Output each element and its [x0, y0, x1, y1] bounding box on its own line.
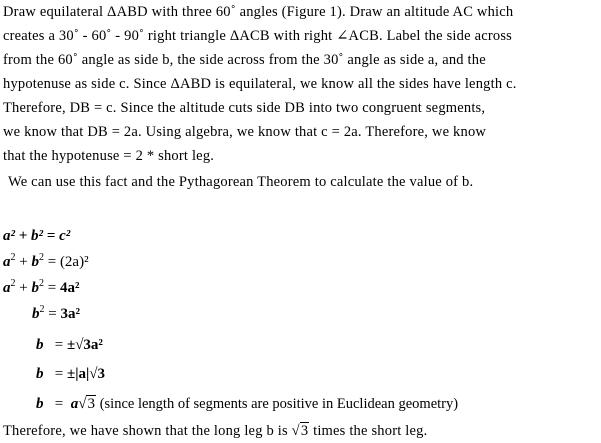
equation-6-rhs: ±|a|√3 — [66, 366, 106, 382]
text-line-8: We can use this fact and the Pythagorean Theorem to calculate the value of b. — [8, 174, 474, 190]
conclusion-radicand: 3 — [300, 423, 309, 439]
text-line-2: creates a 30˚ - 60˚ - 90˚ right triangle ΔACB with right ∠ACB. Label the side across — [3, 28, 512, 44]
equation-4: $b^2 = 3a^2$ — [32, 304, 80, 322]
equation-6: b = ±|a|√3 — [36, 366, 106, 382]
conclusion-text-before: Therefore, we have shown that the long leg b is — [3, 423, 292, 439]
equation-3: $a^2 + b^2 = 4a^2$ — [3, 278, 80, 296]
equation-3-rhs: 4a² — [59, 280, 80, 296]
equation-7-note: (since length of segments are positive in Euclidean geometry) — [99, 396, 459, 412]
text-line-4: hypotenuse as side c. Since ΔABD is equilateral, we know all the sides have length c. — [3, 76, 517, 92]
equation-7: b = a√3 (since length of segments are positive in Euclidean geometry) — [36, 396, 459, 412]
equation-1 — [3, 228, 70, 245]
text-line-6: we know that DB = 2a. Using algebra, we know that c = 2a. Therefore, we know — [3, 124, 487, 140]
conclusion-text-after: times the short leg. — [309, 423, 428, 439]
equation-2: $a^2 + b^2 = (2a)^2$ — [3, 252, 89, 270]
text-line-5: Therefore, DB = c. Since the altitude cuts side DB into two congruent segments, — [3, 100, 486, 116]
text-line-7: that the hypotenuse = 2 * short leg. — [3, 148, 215, 164]
text-line-1: Draw equilateral ΔABD with three 60˚ angles (Figure 1). Draw an altitude AC which — [3, 4, 514, 20]
equation-4-rhs: 3a² — [60, 306, 80, 322]
conclusion-line: Therefore, we have shown that the long leg b is √3 times the short leg. — [3, 423, 428, 439]
equation-1-text: a² + b² = c² — [3, 228, 71, 244]
equation-5-rhs: ±√3a² — [66, 337, 103, 353]
equation-5: b = ±√3a² — [36, 337, 103, 353]
equation-2-rhs: (2a)² — [59, 254, 89, 270]
text-line-3: from the 60˚ angle as side b, the side across from the 30˚ angle as side a, and the — [3, 52, 486, 68]
